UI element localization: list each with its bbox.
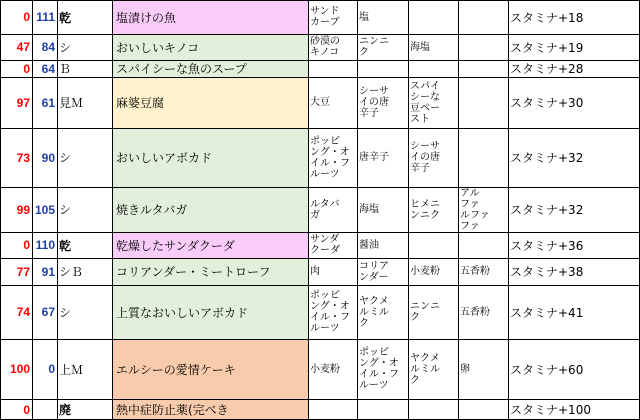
- stamina-value-cell[interactable]: 0: [23, 238, 30, 252]
- ingredient-4-cell[interactable]: [458, 128, 508, 187]
- ingredient-3-cell[interactable]: 小麦粉: [410, 266, 440, 277]
- ingredient-4-cell[interactable]: [458, 232, 508, 258]
- stamina-value-cell[interactable]: 99: [16, 202, 30, 217]
- ingredient-4-cell[interactable]: [458, 399, 508, 420]
- dish-name-cell[interactable]: 乾燥したサンダクーダ: [112, 232, 308, 258]
- ingredient-4-cell[interactable]: 五香粉: [460, 306, 490, 318]
- type-cell[interactable]: 廃: [59, 403, 72, 417]
- ingredient-1-cell[interactable]: ポッピ ング・オ イル・フ ルーツ: [310, 135, 350, 180]
- dish-name-cell[interactable]: 麻婆豆腐: [112, 77, 308, 128]
- grid-line-horizontal: [0, 34, 640, 35]
- ingredient-1-cell[interactable]: 砂漠の キノコ: [310, 36, 340, 58]
- dish-name-cell[interactable]: おいしいアボカド: [112, 128, 308, 187]
- ingredient-3-cell[interactable]: [408, 399, 458, 420]
- ingredient-1-cell[interactable]: [308, 60, 357, 77]
- ingredient-3-cell[interactable]: シーサ イの唐 辛子: [410, 141, 440, 174]
- stamina-value-cell[interactable]: 47: [16, 40, 30, 54]
- ingredient-4-cell[interactable]: 卵: [460, 363, 470, 375]
- ingredient-2-cell[interactable]: ニンニ ク: [359, 36, 389, 58]
- grid-line-horizontal: [0, 399, 640, 400]
- effect-cell[interactable]: スタミナ+19: [510, 40, 584, 55]
- ingredient-3-cell[interactable]: スパイ シーな 豆ペー スト: [410, 80, 440, 125]
- ingredient-2-cell[interactable]: 醤油: [359, 239, 379, 251]
- dish-name-cell[interactable]: スパイシーな魚のスープ: [112, 60, 308, 77]
- type-cell[interactable]: 乾: [59, 10, 72, 25]
- ingredient-3-cell[interactable]: ニンニ ク: [410, 301, 440, 323]
- ingredient-2-cell[interactable]: [357, 399, 408, 420]
- ingredient-2-cell[interactable]: コリア ンダー: [359, 260, 389, 283]
- grid-line-vertical: [357, 0, 358, 420]
- effect-cell[interactable]: スタミナ+100: [510, 403, 591, 417]
- grid-line-horizontal: [0, 77, 640, 78]
- grid-line-horizontal: [0, 258, 640, 259]
- ingredient-2-cell[interactable]: 海塩: [359, 204, 379, 215]
- grid-line-vertical: [112, 0, 113, 420]
- ingredient-3-cell[interactable]: [408, 232, 458, 258]
- ingredient-3-cell[interactable]: ヤクメ ルミル ク: [410, 352, 440, 386]
- ingredient-4-cell[interactable]: 五香粉: [460, 266, 490, 277]
- effect-cell[interactable]: スタミナ+38: [510, 265, 584, 279]
- stamina-value-cell[interactable]: 100: [9, 362, 30, 376]
- index-value-cell[interactable]: 0: [48, 362, 55, 376]
- index-value-cell[interactable]: 67: [41, 305, 55, 319]
- effect-cell[interactable]: スタミナ+60: [510, 362, 584, 377]
- type-cell[interactable]: 乾: [59, 238, 72, 253]
- stamina-value-cell[interactable]: 74: [16, 305, 30, 319]
- type-cell[interactable]: シ: [59, 40, 72, 55]
- ingredient-2-cell[interactable]: シーサ イの唐 辛子: [359, 86, 389, 119]
- type-cell[interactable]: シ: [59, 151, 72, 165]
- stamina-value-cell[interactable]: 77: [16, 264, 30, 279]
- ingredient-3-cell[interactable]: [408, 0, 458, 34]
- dish-name-cell[interactable]: 熱中症防止薬(完べき: [112, 399, 308, 420]
- grid-line-vertical: [408, 0, 409, 420]
- ingredient-4-cell[interactable]: アル ファ ルファ ファ: [460, 187, 490, 232]
- index-value-cell[interactable]: 90: [41, 150, 55, 165]
- type-cell[interactable]: シＢ: [59, 265, 84, 279]
- ingredient-1-cell[interactable]: サンド カーブ: [310, 6, 340, 28]
- index-value-cell[interactable]: 111: [36, 10, 55, 24]
- index-value-cell[interactable]: 91: [41, 264, 55, 279]
- dish-name-cell[interactable]: 上質なおいしいアボカド: [112, 285, 308, 339]
- effect-cell[interactable]: スタミナ+28: [510, 62, 584, 76]
- grid-line-horizontal: [0, 187, 640, 188]
- ingredient-2-cell[interactable]: ポッピ ング・オ イル・フ ルーツ: [359, 347, 399, 391]
- effect-cell[interactable]: スタミナ+30: [510, 96, 584, 110]
- index-value-cell[interactable]: [32, 399, 57, 420]
- grid-line-vertical: [308, 0, 309, 420]
- grid-line-horizontal: [0, 232, 640, 233]
- grid-line-vertical: [0, 0, 1, 420]
- index-value-cell[interactable]: 105: [34, 202, 55, 217]
- effect-cell[interactable]: スタミナ+18: [510, 10, 584, 25]
- effect-cell[interactable]: スタミナ+41: [510, 305, 584, 320]
- ingredient-1-cell[interactable]: 肉: [310, 266, 320, 277]
- grid-line-vertical: [57, 0, 58, 420]
- dish-name-cell[interactable]: コリアンダー・ミートローフ: [112, 258, 308, 285]
- ingredient-1-cell[interactable]: サンダ クーダ: [310, 234, 340, 256]
- type-cell[interactable]: 見Ｍ: [59, 96, 84, 110]
- stamina-value-cell[interactable]: 73: [16, 150, 30, 165]
- index-value-cell[interactable]: 64: [41, 61, 55, 76]
- type-cell[interactable]: 上Ｍ: [59, 362, 84, 377]
- grid-line-horizontal: [0, 128, 640, 129]
- ingredient-2-cell[interactable]: 塩: [359, 11, 369, 23]
- ingredient-1-cell[interactable]: ポッピ ング・オ イル・フ ルーツ: [310, 290, 350, 334]
- ingredient-1-cell[interactable]: 小麦粉: [310, 363, 340, 375]
- grid-line-horizontal: [0, 60, 640, 61]
- grid-line-vertical: [32, 0, 33, 420]
- ingredient-2-cell[interactable]: ヤクメ ルミル ク: [359, 295, 389, 329]
- ingredient-3-cell[interactable]: 海塩: [410, 41, 430, 53]
- ingredient-2-cell[interactable]: 唐辛子: [359, 152, 389, 163]
- stamina-value-cell[interactable]: 0: [23, 10, 30, 24]
- ingredient-1-cell[interactable]: ルタバ ガ: [310, 198, 340, 221]
- ingredient-4-cell[interactable]: [458, 77, 508, 128]
- grid-line-vertical: [508, 0, 509, 420]
- ingredient-4-cell[interactable]: [458, 34, 508, 60]
- dish-name-cell[interactable]: 焼きルタバガ: [112, 187, 308, 232]
- dish-name-cell[interactable]: エルシーの愛情ケーキ: [112, 339, 308, 399]
- ingredient-3-cell[interactable]: ヒメニ ンニク: [410, 198, 440, 221]
- type-cell[interactable]: シ: [59, 203, 72, 217]
- stamina-value-cell[interactable]: 0: [23, 402, 30, 417]
- grid-line-horizontal: [0, 339, 640, 340]
- ingredient-3-cell[interactable]: [408, 60, 458, 77]
- index-value-cell[interactable]: 61: [41, 95, 55, 110]
- ingredient-4-cell[interactable]: [458, 0, 508, 34]
- grid-line-horizontal: [0, 285, 640, 286]
- dish-name-cell[interactable]: おいしいキノコ: [112, 34, 308, 60]
- grid-line-vertical: [458, 0, 459, 420]
- dish-name-cell[interactable]: 塩漬けの魚: [112, 0, 308, 34]
- stamina-value-cell[interactable]: 0: [23, 61, 30, 76]
- ingredient-4-cell[interactable]: [458, 60, 508, 77]
- grid-line-horizontal: [0, 0, 640, 1]
- effect-cell[interactable]: スタミナ+36: [510, 238, 584, 253]
- ingredient-1-cell[interactable]: 大豆: [310, 97, 330, 108]
- ingredient-2-cell[interactable]: [357, 60, 408, 77]
- ingredient-1-cell[interactable]: [308, 399, 357, 420]
- index-value-cell[interactable]: 110: [35, 238, 55, 252]
- index-value-cell[interactable]: 84: [41, 40, 55, 54]
- type-cell[interactable]: Ｂ: [59, 62, 72, 76]
- effect-cell[interactable]: スタミナ+32: [510, 203, 584, 217]
- stamina-value-cell[interactable]: 97: [16, 95, 30, 110]
- type-cell[interactable]: シ: [59, 305, 72, 320]
- effect-cell[interactable]: スタミナ+32: [510, 151, 584, 165]
